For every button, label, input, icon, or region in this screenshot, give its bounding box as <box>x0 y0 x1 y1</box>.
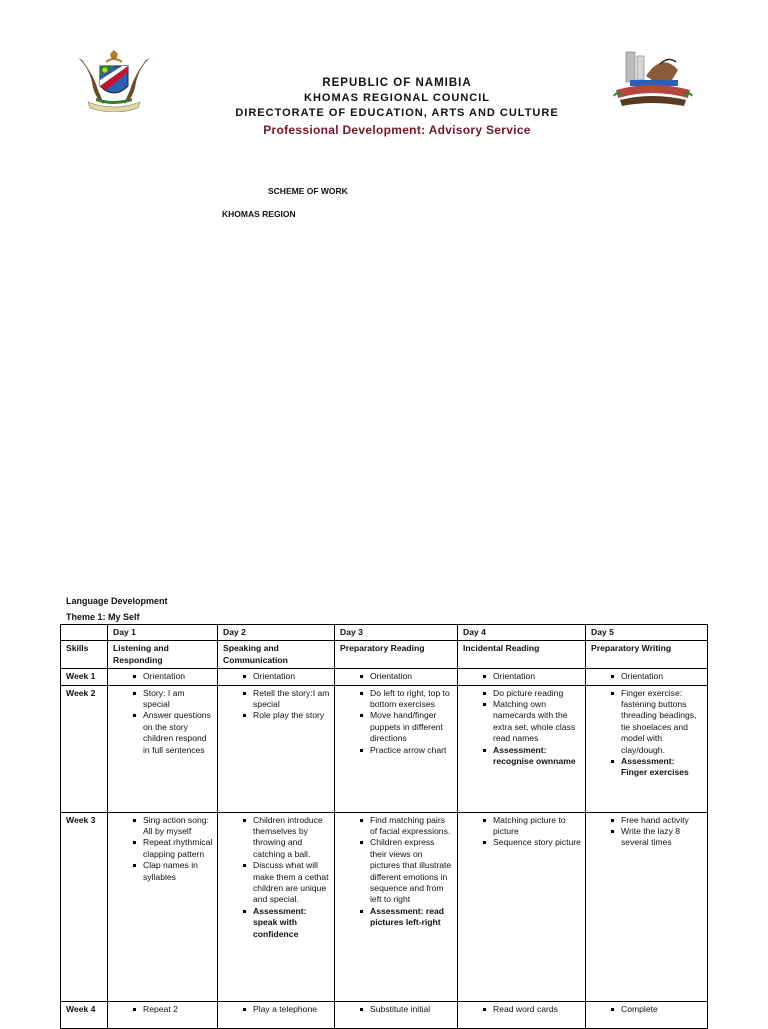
activity-list <box>340 671 453 682</box>
list-item: Children express their views on pictures that illustrate different emotions in sequence and from left to right <box>360 837 453 905</box>
activity-list <box>463 1004 581 1015</box>
days-row <box>61 625 708 641</box>
activity-list <box>591 1004 703 1015</box>
skill-header: Incidental Reading <box>458 641 586 669</box>
activity-cell <box>458 812 586 1001</box>
khomas-region-emblem-icon <box>612 50 694 110</box>
activity-cell <box>335 685 458 812</box>
activity-cell <box>458 685 586 812</box>
list-item: Orientation <box>133 671 213 682</box>
list-item: Retell the story:I am special <box>243 688 330 711</box>
list-item: Free hand activity <box>611 815 703 826</box>
letterhead <box>0 0 768 150</box>
activity-cell <box>218 685 335 812</box>
activity-list <box>340 1004 453 1015</box>
activity-list <box>113 688 213 756</box>
list-item: Substitute initial <box>360 1004 453 1015</box>
list-item: Answer questions on the story children respond in full sentences <box>133 710 213 756</box>
list-item: Assessment: recognise ownname <box>483 745 581 768</box>
activity-list <box>463 688 581 768</box>
week-label: Week 2 <box>61 685 108 812</box>
table-row <box>61 685 708 812</box>
week-label: Week 1 <box>61 669 108 685</box>
namibia-coat-of-arms-icon <box>74 50 154 112</box>
activity-cell <box>218 1001 335 1028</box>
day-header: Day 2 <box>218 625 335 641</box>
day-header: Day 4 <box>458 625 586 641</box>
activity-cell <box>586 812 708 1001</box>
list-item: Assessment: read pictures left-right <box>360 906 453 929</box>
activity-cell <box>586 1001 708 1028</box>
list-item: Assessment: speak with confidence <box>243 906 330 940</box>
list-item: Write the lazy 8 several times <box>611 826 703 849</box>
activity-list <box>591 815 703 849</box>
table-row <box>61 812 708 1001</box>
list-item: Matching picture to picture <box>483 815 581 838</box>
list-item: Repeat rhythmical clapping pattern <box>133 837 213 860</box>
list-item: Practice arrow chart <box>360 745 453 756</box>
activity-list <box>113 671 213 682</box>
activity-cell <box>335 669 458 685</box>
list-item: Role play the story <box>243 710 330 721</box>
activity-cell <box>458 669 586 685</box>
theme-title: Theme 1: My Self <box>66 612 140 622</box>
day-header: Day 3 <box>335 625 458 641</box>
skills-row <box>61 641 708 669</box>
list-item: Repeat 2 <box>133 1004 213 1015</box>
activity-list <box>223 815 330 940</box>
list-item: Read word cards <box>483 1004 581 1015</box>
activity-list <box>223 671 330 682</box>
activity-cell <box>586 685 708 812</box>
region-title: KHOMAS REGION <box>222 209 296 219</box>
list-item: Do left to right, top to bottom exercises <box>360 688 453 711</box>
activity-cell <box>218 669 335 685</box>
list-item: Matching own namecards with the extra set, whole class read names <box>483 699 581 745</box>
activity-cell <box>458 1001 586 1028</box>
skill-header: Preparatory Writing <box>586 641 708 669</box>
skill-header: Listening and Responding <box>108 641 218 669</box>
activity-list <box>591 688 703 779</box>
section-title: Language Development <box>66 596 168 606</box>
scheme-of-work-table <box>60 624 708 1029</box>
list-item: Orientation <box>360 671 453 682</box>
activity-list <box>340 688 453 756</box>
list-item: Children introduce themselves by throwing and catching a ball. <box>243 815 330 861</box>
activity-list <box>113 815 213 883</box>
skills-label: Skills <box>61 641 108 669</box>
list-item: Do picture reading <box>483 688 581 699</box>
list-item: Play a telephone <box>243 1004 330 1015</box>
activity-list <box>463 815 581 849</box>
list-item: Discuss what will make them a cethat children are unique and special. <box>243 860 330 906</box>
list-item: Orientation <box>483 671 581 682</box>
scheme-title: SCHEME OF WORK <box>268 186 348 196</box>
skill-header: Preparatory Reading <box>335 641 458 669</box>
letterhead-line-2: KHOMAS REGIONAL COUNCIL <box>304 92 490 104</box>
activity-list <box>113 1004 213 1015</box>
activity-list <box>591 671 703 682</box>
activity-cell <box>108 812 218 1001</box>
activity-list <box>340 815 453 929</box>
list-item: Orientation <box>243 671 330 682</box>
skill-header: Speaking and Communication <box>218 641 335 669</box>
activity-cell <box>335 812 458 1001</box>
activity-list <box>223 688 330 722</box>
day-header: Day 1 <box>108 625 218 641</box>
list-item: Find matching pairs of facial expressions. <box>360 815 453 838</box>
list-item: Clap names in syllables <box>133 860 213 883</box>
letterhead-subtitle: Professional Development: Advisory Service <box>263 123 531 137</box>
activity-cell <box>335 1001 458 1028</box>
activity-cell <box>108 685 218 812</box>
list-item: Sing action song: All by myself <box>133 815 213 838</box>
list-item: Assessment: Finger exercises <box>611 756 703 779</box>
week-label: Week 3 <box>61 812 108 1001</box>
list-item: Sequence story picture <box>483 837 581 848</box>
activity-cell <box>586 669 708 685</box>
activity-list <box>223 1004 330 1015</box>
list-item: Move hand/finger puppets in different directions <box>360 710 453 744</box>
activity-cell <box>108 669 218 685</box>
week-label: Week 4 <box>61 1001 108 1028</box>
list-item: Orientation <box>611 671 703 682</box>
corner-cell <box>61 625 108 641</box>
table-row <box>61 1001 708 1028</box>
table-row <box>61 669 708 685</box>
activity-cell <box>218 812 335 1001</box>
list-item: Complete <box>611 1004 703 1015</box>
activity-cell <box>108 1001 218 1028</box>
day-header: Day 5 <box>586 625 708 641</box>
list-item: Story: I am special <box>133 688 213 711</box>
letterhead-line-3: DIRECTORATE OF EDUCATION, ARTS AND CULTURE <box>235 107 559 119</box>
activity-list <box>463 671 581 682</box>
list-item: Finger exercise: fastening buttons threading beadings, tie shoelaces and model with clay/dough. <box>611 688 703 756</box>
letterhead-line-1: REPUBLIC OF NAMIBIA <box>322 77 472 89</box>
